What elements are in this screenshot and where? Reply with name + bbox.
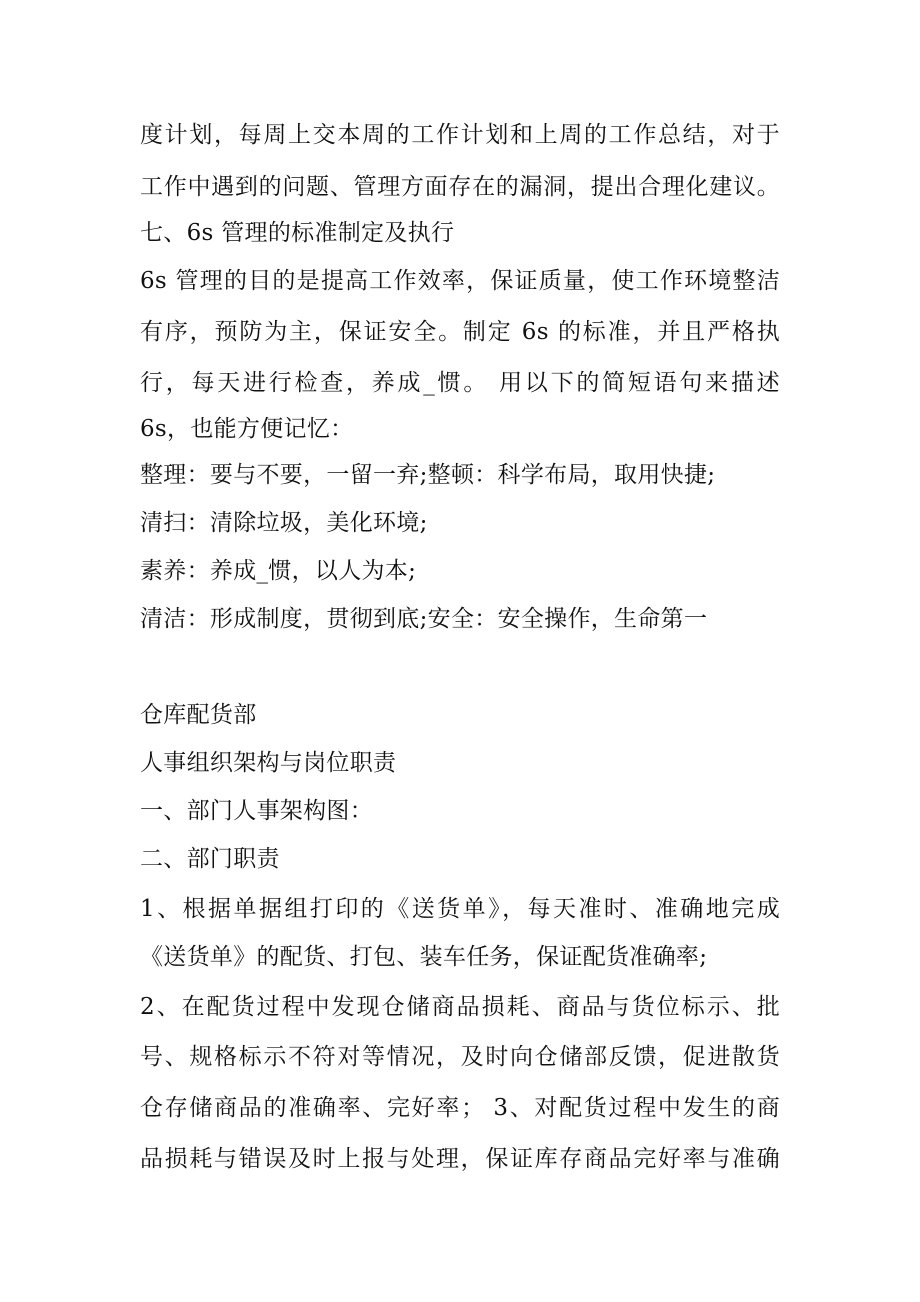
paragraph-line: 《送货单》的配货、打包、装车任务，保证配货准确率; [140, 944, 708, 970]
paragraph-line: 2、在配货过程中发现仓储商品损耗、商品与货位标示、批 [140, 994, 780, 1020]
section-heading: 二、部门职责 [140, 846, 280, 872]
list-item: 清洁：形成制度，贯彻到底;安全：安全操作，生命第一 [140, 606, 708, 632]
section-heading: 七、6s 管理的标准制定及执行 [140, 220, 455, 246]
section-heading: 人事组织架构与岗位职责 [140, 750, 397, 776]
list-item: 清扫：清除垃圾，美化环境; [140, 510, 428, 536]
paragraph-line: 号、规格标示不符对等情况，及时向仓储部反馈，促进散货 [140, 1044, 780, 1070]
paragraph-line: 有序，预防为主，保证安全。制定 6s 的标准，并且严格执 [140, 319, 780, 345]
section-heading: 一、部门人事架构图： [140, 798, 373, 824]
department-title: 仓库配货部 [140, 702, 257, 728]
list-item: 整理：要与不要，一留一弃;整顿：科学布局，取用快捷; [140, 462, 716, 488]
paragraph-line: 工作中遇到的问题、管理方面存在的漏洞，提出合理化建议。 [140, 174, 780, 200]
paragraph-line: 度计划，每周上交本周的工作计划和上周的工作总结，对于 [140, 122, 780, 148]
paragraph-line: 仓存储商品的准确率、完好率； 3、对配货过程中发生的商 [140, 1095, 780, 1121]
paragraph-line: 行，每天进行检查，养成_惯。 用以下的简短语句来描述 [140, 370, 780, 396]
paragraph-line: 1、根据单据组打印的《送货单》，每天准时、准确地完成 [140, 896, 780, 922]
list-item: 素养：养成_惯，以人为本; [140, 558, 417, 584]
paragraph-line: 6s 管理的目的是提高工作效率，保证质量，使工作环境整洁 [140, 268, 780, 294]
paragraph-line: 品损耗与错误及时上报与处理，保证库存商品完好率与准确 [140, 1146, 780, 1172]
paragraph-line: 6s，也能方便记忆： [140, 416, 354, 442]
